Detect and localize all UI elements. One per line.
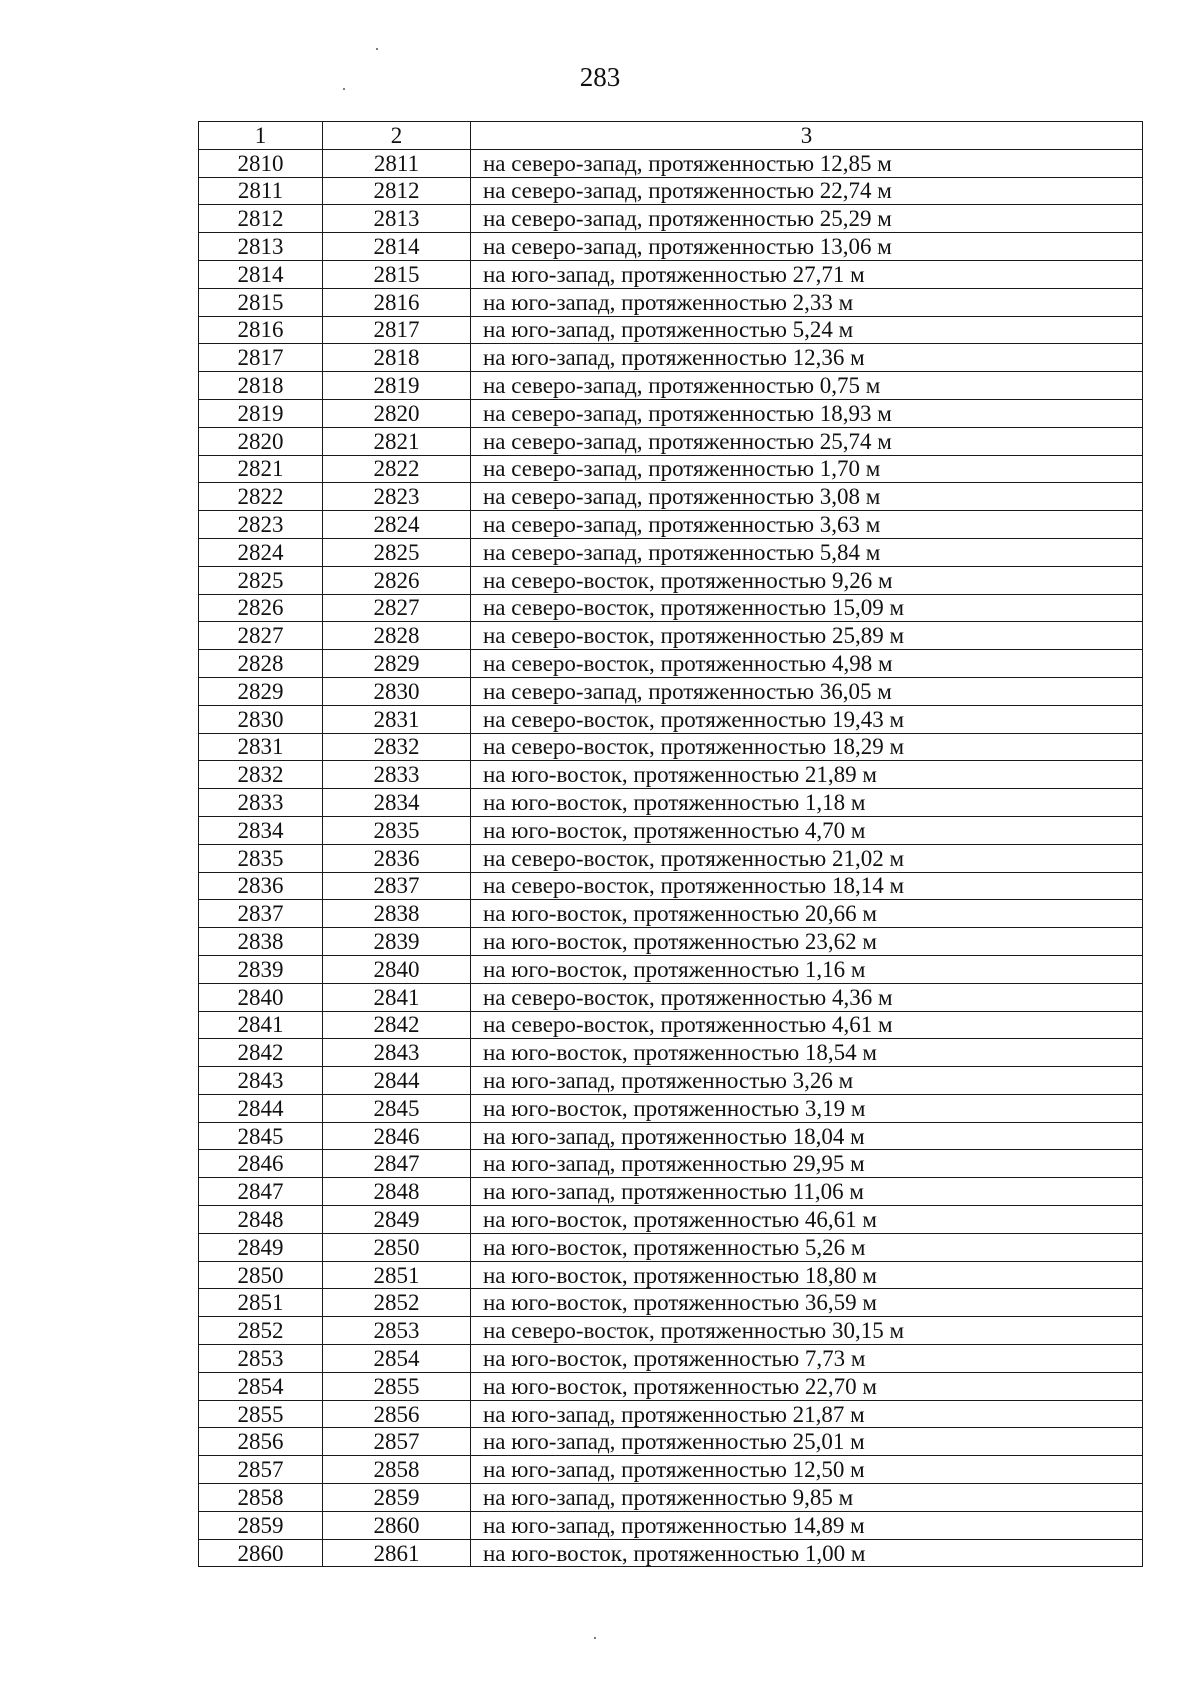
from-point-cell: 2855 [199,1400,323,1428]
table-row [199,372,1143,400]
from-point-cell: 2854 [199,1372,323,1400]
direction-length-cell: на северо-восток, протяженностью 4,36 м [471,983,1143,1011]
direction-length-cell: на юго-восток, протяженностью 5,26 м [471,1233,1143,1261]
to-point-cell: 2818 [323,344,471,372]
from-point-cell: 2824 [199,538,323,566]
to-point-cell: 2832 [323,733,471,761]
from-point-cell: 2811 [199,177,323,205]
to-point-cell: 2847 [323,1150,471,1178]
from-point-cell: 2832 [199,761,323,789]
from-point-cell: 2828 [199,650,323,678]
direction-length-cell: на северо-восток, протяженностью 21,02 м [471,844,1143,872]
to-point-cell: 2820 [323,399,471,427]
direction-length-cell: на юго-восток, протяженностью 1,16 м [471,955,1143,983]
direction-length-cell: на северо-запад, протяженностью 18,93 м [471,399,1143,427]
direction-length-cell: на юго-восток, протяженностью 22,70 м [471,1372,1143,1400]
table-row [199,1428,1143,1456]
from-point-cell: 2837 [199,900,323,928]
table-row [199,1345,1143,1373]
table-row [199,1539,1143,1567]
direction-length-cell: на северо-восток, протяженностью 25,89 м [471,622,1143,650]
from-point-cell: 2835 [199,844,323,872]
scan-speck [594,1637,596,1639]
from-point-cell: 2825 [199,566,323,594]
column-header-1: 1 [199,122,323,150]
to-point-cell: 2843 [323,1039,471,1067]
table-row [199,816,1143,844]
to-point-cell: 2851 [323,1261,471,1289]
table-row [199,1511,1143,1539]
from-point-cell: 2810 [199,149,323,177]
to-point-cell: 2824 [323,511,471,539]
from-point-cell: 2849 [199,1233,323,1261]
from-point-cell: 2844 [199,1094,323,1122]
direction-length-cell: на юго-запад, протяженностью 14,89 м [471,1511,1143,1539]
to-point-cell: 2846 [323,1122,471,1150]
table-row [199,455,1143,483]
from-point-cell: 2841 [199,1011,323,1039]
direction-length-cell: на северо-запад, протяженностью 25,74 м [471,427,1143,455]
column-header-2: 2 [323,122,471,150]
table-row [199,177,1143,205]
direction-length-cell: на юго-запад, протяженностью 18,04 м [471,1122,1143,1150]
direction-length-cell: на северо-запад, протяженностью 12,85 м [471,149,1143,177]
page-number: 283 [579,62,621,92]
direction-length-cell: на юго-запад, протяженностью 29,95 м [471,1150,1143,1178]
to-point-cell: 2837 [323,872,471,900]
table-row [199,928,1143,956]
to-point-cell: 2836 [323,844,471,872]
table-row [199,1094,1143,1122]
table-row [199,705,1143,733]
table-row [199,566,1143,594]
from-point-cell: 2833 [199,789,323,817]
table-row [199,511,1143,539]
table-header-row [199,122,1143,150]
to-point-cell: 2822 [323,455,471,483]
direction-length-cell: на северо-запад, протяженностью 3,63 м [471,511,1143,539]
from-point-cell: 2858 [199,1484,323,1512]
to-point-cell: 2841 [323,983,471,1011]
table-row [199,316,1143,344]
table-row [199,344,1143,372]
direction-length-cell: на юго-запад, протяженностью 21,87 м [471,1400,1143,1428]
table-row [199,844,1143,872]
from-point-cell: 2812 [199,205,323,233]
to-point-cell: 2828 [323,622,471,650]
table-row [199,538,1143,566]
table-row [199,1039,1143,1067]
direction-length-cell: на юго-восток, протяженностью 3,19 м [471,1094,1143,1122]
table-row [199,733,1143,761]
table-row [199,955,1143,983]
to-point-cell: 2845 [323,1094,471,1122]
from-point-cell: 2831 [199,733,323,761]
direction-length-cell: на юго-восток, протяженностью 18,54 м [471,1039,1143,1067]
to-point-cell: 2855 [323,1372,471,1400]
to-point-cell: 2860 [323,1511,471,1539]
table-body [199,122,1143,1567]
to-point-cell: 2853 [323,1317,471,1345]
from-point-cell: 2834 [199,816,323,844]
from-point-cell: 2814 [199,260,323,288]
direction-length-cell: на юго-восток, протяженностью 46,61 м [471,1206,1143,1234]
direction-length-cell: на юго-запад, протяженностью 2,33 м [471,288,1143,316]
table-row [199,399,1143,427]
to-point-cell: 2812 [323,177,471,205]
from-point-cell: 2842 [199,1039,323,1067]
from-point-cell: 2829 [199,677,323,705]
table-row [199,1456,1143,1484]
table-row [199,1011,1143,1039]
direction-length-cell: на юго-восток, протяженностью 1,18 м [471,789,1143,817]
table-row [199,288,1143,316]
direction-length-cell: на северо-запад, протяженностью 36,05 м [471,677,1143,705]
table-row [199,789,1143,817]
from-point-cell: 2859 [199,1511,323,1539]
direction-length-cell: на северо-восток, протяженностью 19,43 м [471,705,1143,733]
to-point-cell: 2842 [323,1011,471,1039]
direction-length-cell: на юго-восток, протяженностью 4,70 м [471,816,1143,844]
direction-length-cell: на юго-восток, протяженностью 18,80 м [471,1261,1143,1289]
to-point-cell: 2825 [323,538,471,566]
from-point-cell: 2822 [199,483,323,511]
from-point-cell: 2848 [199,1206,323,1234]
table-row [199,594,1143,622]
to-point-cell: 2821 [323,427,471,455]
to-point-cell: 2850 [323,1233,471,1261]
to-point-cell: 2814 [323,233,471,261]
table-row [199,677,1143,705]
to-point-cell: 2835 [323,816,471,844]
from-point-cell: 2840 [199,983,323,1011]
direction-length-cell: на северо-запад, протяженностью 5,84 м [471,538,1143,566]
from-point-cell: 2839 [199,955,323,983]
to-point-cell: 2839 [323,928,471,956]
table-row [199,1233,1143,1261]
table-row [199,1289,1143,1317]
direction-length-cell: на юго-восток, протяженностью 21,89 м [471,761,1143,789]
to-point-cell: 2823 [323,483,471,511]
scan-speck [343,88,345,90]
table-row [199,1150,1143,1178]
to-point-cell: 2859 [323,1484,471,1512]
to-point-cell: 2854 [323,1345,471,1373]
to-point-cell: 2826 [323,566,471,594]
boundary-segments-table [198,121,1143,1567]
direction-length-cell: на северо-запад, протяженностью 25,29 м [471,205,1143,233]
to-point-cell: 2827 [323,594,471,622]
from-point-cell: 2817 [199,344,323,372]
to-point-cell: 2829 [323,650,471,678]
direction-length-cell: на северо-восток, протяженностью 15,09 м [471,594,1143,622]
direction-length-cell: на северо-запад, протяженностью 13,06 м [471,233,1143,261]
table-row [199,1067,1143,1095]
direction-length-cell: на юго-восток, протяженностью 7,73 м [471,1345,1143,1373]
table-row [199,205,1143,233]
direction-length-cell: на юго-запад, протяженностью 11,06 м [471,1178,1143,1206]
direction-length-cell: на юго-запад, протяженностью 9,85 м [471,1484,1143,1512]
table-row [199,149,1143,177]
from-point-cell: 2860 [199,1539,323,1567]
from-point-cell: 2847 [199,1178,323,1206]
direction-length-cell: на северо-восток, протяженностью 18,29 м [471,733,1143,761]
from-point-cell: 2838 [199,928,323,956]
from-point-cell: 2826 [199,594,323,622]
from-point-cell: 2820 [199,427,323,455]
table-row [199,233,1143,261]
to-point-cell: 2816 [323,288,471,316]
direction-length-cell: на юго-запад, протяженностью 3,26 м [471,1067,1143,1095]
to-point-cell: 2858 [323,1456,471,1484]
direction-length-cell: на юго-запад, протяженностью 25,01 м [471,1428,1143,1456]
from-point-cell: 2819 [199,399,323,427]
to-point-cell: 2834 [323,789,471,817]
from-point-cell: 2843 [199,1067,323,1095]
table-row [199,622,1143,650]
table-row [199,1261,1143,1289]
table-row [199,260,1143,288]
table-row [199,650,1143,678]
table-row [199,761,1143,789]
from-point-cell: 2818 [199,372,323,400]
table-row [199,1206,1143,1234]
direction-length-cell: на северо-восток, протяженностью 18,14 м [471,872,1143,900]
to-point-cell: 2844 [323,1067,471,1095]
from-point-cell: 2853 [199,1345,323,1373]
table-row [199,872,1143,900]
to-point-cell: 2848 [323,1178,471,1206]
to-point-cell: 2852 [323,1289,471,1317]
table-row [199,427,1143,455]
from-point-cell: 2856 [199,1428,323,1456]
from-point-cell: 2852 [199,1317,323,1345]
from-point-cell: 2857 [199,1456,323,1484]
to-point-cell: 2856 [323,1400,471,1428]
direction-length-cell: на юго-запад, протяженностью 12,50 м [471,1456,1143,1484]
direction-length-cell: на юго-запад, протяженностью 12,36 м [471,344,1143,372]
to-point-cell: 2861 [323,1539,471,1567]
direction-length-cell: на юго-восток, протяженностью 20,66 м [471,900,1143,928]
from-point-cell: 2845 [199,1122,323,1150]
table-row [199,1178,1143,1206]
to-point-cell: 2811 [323,149,471,177]
direction-length-cell: на юго-запад, протяженностью 27,71 м [471,260,1143,288]
from-point-cell: 2851 [199,1289,323,1317]
to-point-cell: 2840 [323,955,471,983]
table-row [199,1372,1143,1400]
table-row [199,483,1143,511]
table-row [199,1317,1143,1345]
to-point-cell: 2831 [323,705,471,733]
direction-length-cell: на юго-восток, протяженностью 36,59 м [471,1289,1143,1317]
table-row [199,900,1143,928]
to-point-cell: 2817 [323,316,471,344]
to-point-cell: 2819 [323,372,471,400]
direction-length-cell: на юго-восток, протяженностью 23,62 м [471,928,1143,956]
from-point-cell: 2813 [199,233,323,261]
to-point-cell: 2815 [323,260,471,288]
column-header-3: 3 [471,122,1143,150]
from-point-cell: 2846 [199,1150,323,1178]
direction-length-cell: на северо-восток, протяженностью 9,26 м [471,566,1143,594]
from-point-cell: 2815 [199,288,323,316]
direction-length-cell: на юго-восток, протяженностью 1,00 м [471,1539,1143,1567]
direction-length-cell: на северо-запад, протяженностью 3,08 м [471,483,1143,511]
direction-length-cell: на северо-запад, протяженностью 22,74 м [471,177,1143,205]
scan-speck [376,48,378,50]
table-row [199,1484,1143,1512]
direction-length-cell: на юго-запад, протяженностью 5,24 м [471,316,1143,344]
to-point-cell: 2838 [323,900,471,928]
from-point-cell: 2827 [199,622,323,650]
from-point-cell: 2816 [199,316,323,344]
to-point-cell: 2857 [323,1428,471,1456]
table-row [199,1400,1143,1428]
to-point-cell: 2830 [323,677,471,705]
direction-length-cell: на северо-восток, протяженностью 4,61 м [471,1011,1143,1039]
from-point-cell: 2823 [199,511,323,539]
from-point-cell: 2830 [199,705,323,733]
direction-length-cell: на северо-запад, протяженностью 1,70 м [471,455,1143,483]
from-point-cell: 2836 [199,872,323,900]
from-point-cell: 2850 [199,1261,323,1289]
direction-length-cell: на северо-восток, протяженностью 4,98 м [471,650,1143,678]
direction-length-cell: на северо-восток, протяженностью 30,15 м [471,1317,1143,1345]
to-point-cell: 2849 [323,1206,471,1234]
to-point-cell: 2833 [323,761,471,789]
direction-length-cell: на северо-запад, протяженностью 0,75 м [471,372,1143,400]
table-row [199,983,1143,1011]
to-point-cell: 2813 [323,205,471,233]
from-point-cell: 2821 [199,455,323,483]
table-row [199,1122,1143,1150]
